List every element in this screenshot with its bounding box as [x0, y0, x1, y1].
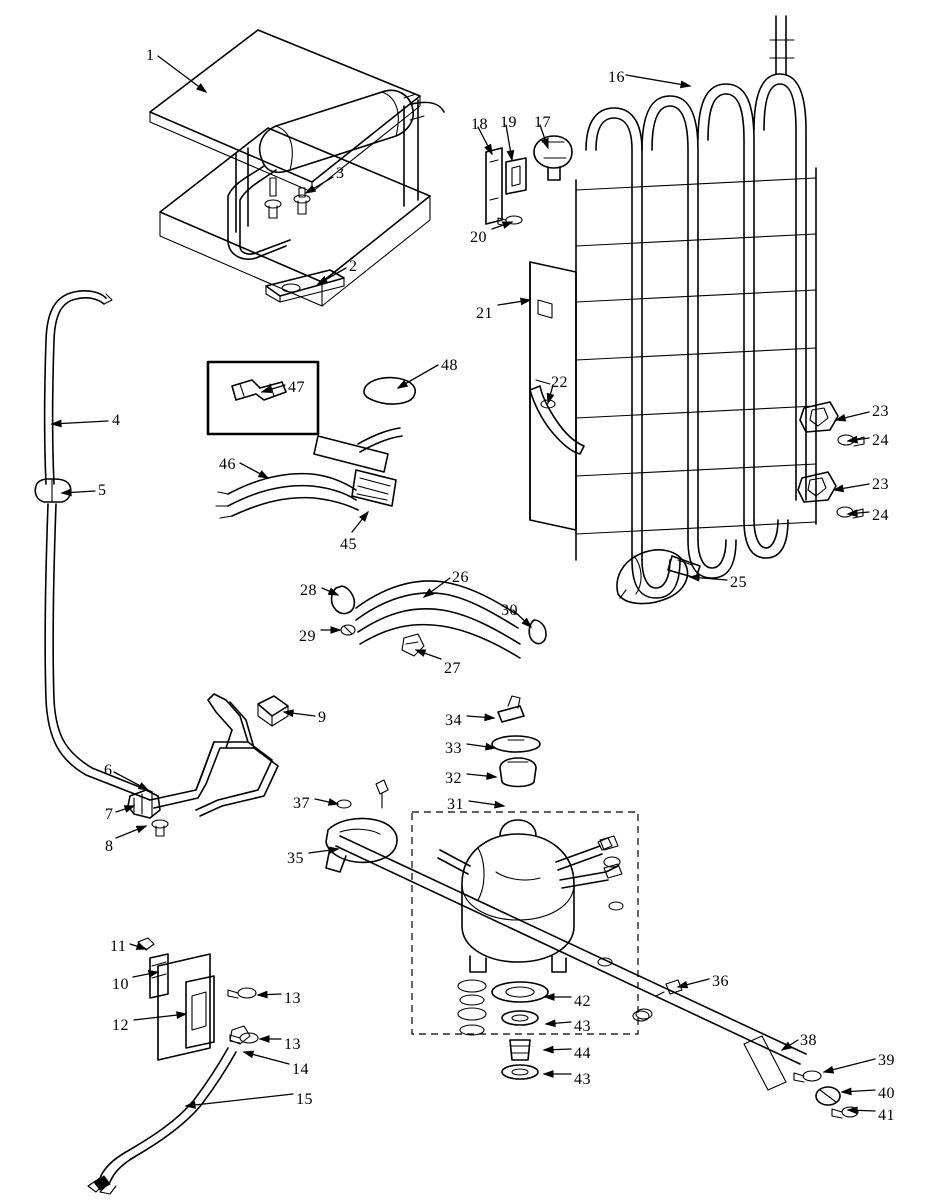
leader-arrowhead-34: [485, 714, 494, 720]
leader-arrowhead-41: [848, 1107, 857, 1113]
leader-arrowhead-33: [486, 744, 495, 750]
callout-number-42: 42: [574, 993, 591, 1010]
part-17-bracket-group: [486, 136, 572, 226]
leader-arrowhead-20: [502, 222, 512, 228]
callout-number-18: 18: [471, 116, 488, 133]
leader-line-16: [626, 75, 690, 86]
callout-number-44: 44: [574, 1045, 591, 1062]
callout-number-1: 1: [146, 47, 155, 64]
callout-number-20: 20: [470, 229, 487, 246]
leader-arrowhead-43: [546, 1020, 555, 1026]
leader-arrowhead-17: [542, 138, 548, 148]
callout-number-9: 9: [318, 709, 327, 726]
leader-arrowhead-13b: [260, 1036, 269, 1042]
part-48-cover: [364, 378, 415, 404]
callout-number-39: 39: [878, 1052, 895, 1069]
leader-arrowhead-6: [139, 783, 148, 790]
leader-line-15: [186, 1094, 293, 1106]
callout-number-25: 25: [730, 574, 747, 591]
leader-arrowhead-11: [136, 943, 146, 949]
callout-number-24b: 24: [872, 507, 889, 524]
leader-arrowhead-40: [842, 1088, 851, 1094]
callout-number-34: 34: [445, 712, 462, 729]
leader-arrowhead-5: [62, 489, 71, 495]
part-26-wire-harness: [332, 581, 547, 658]
leader-arrowhead-44: [544, 1046, 553, 1052]
callout-number-28: 28: [300, 582, 317, 599]
callout-number-16: 16: [608, 69, 625, 86]
leader-arrowhead-29: [331, 627, 340, 633]
leader-arrowhead-10: [149, 971, 158, 977]
leader-arrowhead-32: [487, 773, 496, 779]
callout-number-3: 3: [336, 165, 345, 182]
callout-number-10: 10: [112, 976, 129, 993]
callout-number-46: 46: [219, 456, 236, 473]
callout-number-23b: 23: [872, 476, 889, 493]
leader-arrowhead-3: [306, 186, 315, 193]
leader-arrowhead-19: [507, 151, 513, 160]
callout-number-29: 29: [299, 628, 316, 645]
part-top-shelf-assembly: [150, 30, 444, 306]
part-46-wires: [216, 428, 402, 518]
leader-arrowhead-43b: [544, 1071, 553, 1077]
leader-arrowhead-25: [690, 575, 699, 581]
callout-number-36: 36: [712, 973, 729, 990]
callout-number-40: 40: [878, 1085, 895, 1102]
part-6-evaporator-tube: [128, 694, 278, 836]
leader-arrowhead-21: [521, 298, 530, 304]
callout-number-48: 48: [441, 357, 458, 374]
callout-number-45: 45: [340, 536, 357, 553]
callout-number-6: 6: [104, 762, 113, 779]
leader-arrowhead-37: [329, 799, 338, 805]
part-4-capillary-tube: [35, 291, 152, 800]
callout-number-7: 7: [105, 806, 114, 823]
callout-number-31: 31: [447, 796, 464, 813]
callout-number-2: 2: [349, 258, 358, 275]
leader-arrowhead-8: [136, 826, 146, 832]
leader-arrowhead-9: [284, 710, 293, 716]
leader-arrowhead-12: [177, 1012, 186, 1018]
leader-arrowhead-46: [259, 471, 268, 478]
callout-number-35: 35: [287, 850, 304, 867]
callout-number-43: 43: [574, 1018, 591, 1035]
leader-arrowhead-1: [197, 84, 206, 92]
part-25-relay: [617, 550, 700, 604]
leader-arrowhead-16: [681, 81, 690, 87]
callout-number-23: 23: [872, 403, 889, 420]
callout-number-8: 8: [105, 838, 114, 855]
callout-number-4: 4: [112, 412, 121, 429]
callout-number-26: 26: [452, 569, 469, 586]
callout-number-21: 21: [476, 305, 493, 322]
callout-number-30: 30: [501, 602, 518, 619]
callout-number-5: 5: [98, 482, 107, 499]
callout-number-15: 15: [296, 1091, 313, 1108]
callout-number-32: 32: [445, 770, 462, 787]
callout-number-33: 33: [445, 740, 462, 757]
leader-arrowhead-14: [244, 1051, 254, 1057]
leader-arrowhead-13: [258, 991, 267, 997]
leader-arrowhead-31: [495, 802, 504, 808]
callout-number-24: 24: [872, 432, 889, 449]
callout-number-47: 47: [288, 379, 305, 396]
callout-number-13: 13: [284, 990, 301, 1007]
callout-number-19: 19: [500, 114, 517, 131]
callout-number-14: 14: [292, 1061, 309, 1078]
callout-number-27: 27: [444, 660, 461, 677]
callout-number-38: 38: [800, 1032, 817, 1049]
part-47-inset-box: [208, 362, 318, 434]
callout-number-17: 17: [534, 114, 551, 131]
callout-number-13b: 13: [284, 1036, 301, 1053]
leader-arrowhead-39: [824, 1067, 834, 1073]
leader-arrowhead-28: [328, 588, 338, 595]
callout-number-41: 41: [878, 1107, 895, 1124]
callout-number-12: 12: [112, 1017, 129, 1034]
callout-number-22: 22: [551, 374, 568, 391]
part-16-condenser-coil: [530, 16, 864, 598]
part-38-support-rail: [336, 836, 858, 1118]
callout-number-37: 37: [293, 795, 310, 812]
leader-arrowhead-48: [398, 381, 407, 388]
part-9-sleeve: [258, 696, 288, 726]
callout-number-43b: 43: [574, 1071, 591, 1088]
callout-number-11: 11: [110, 938, 127, 955]
part-45-connector-block: [314, 436, 396, 506]
